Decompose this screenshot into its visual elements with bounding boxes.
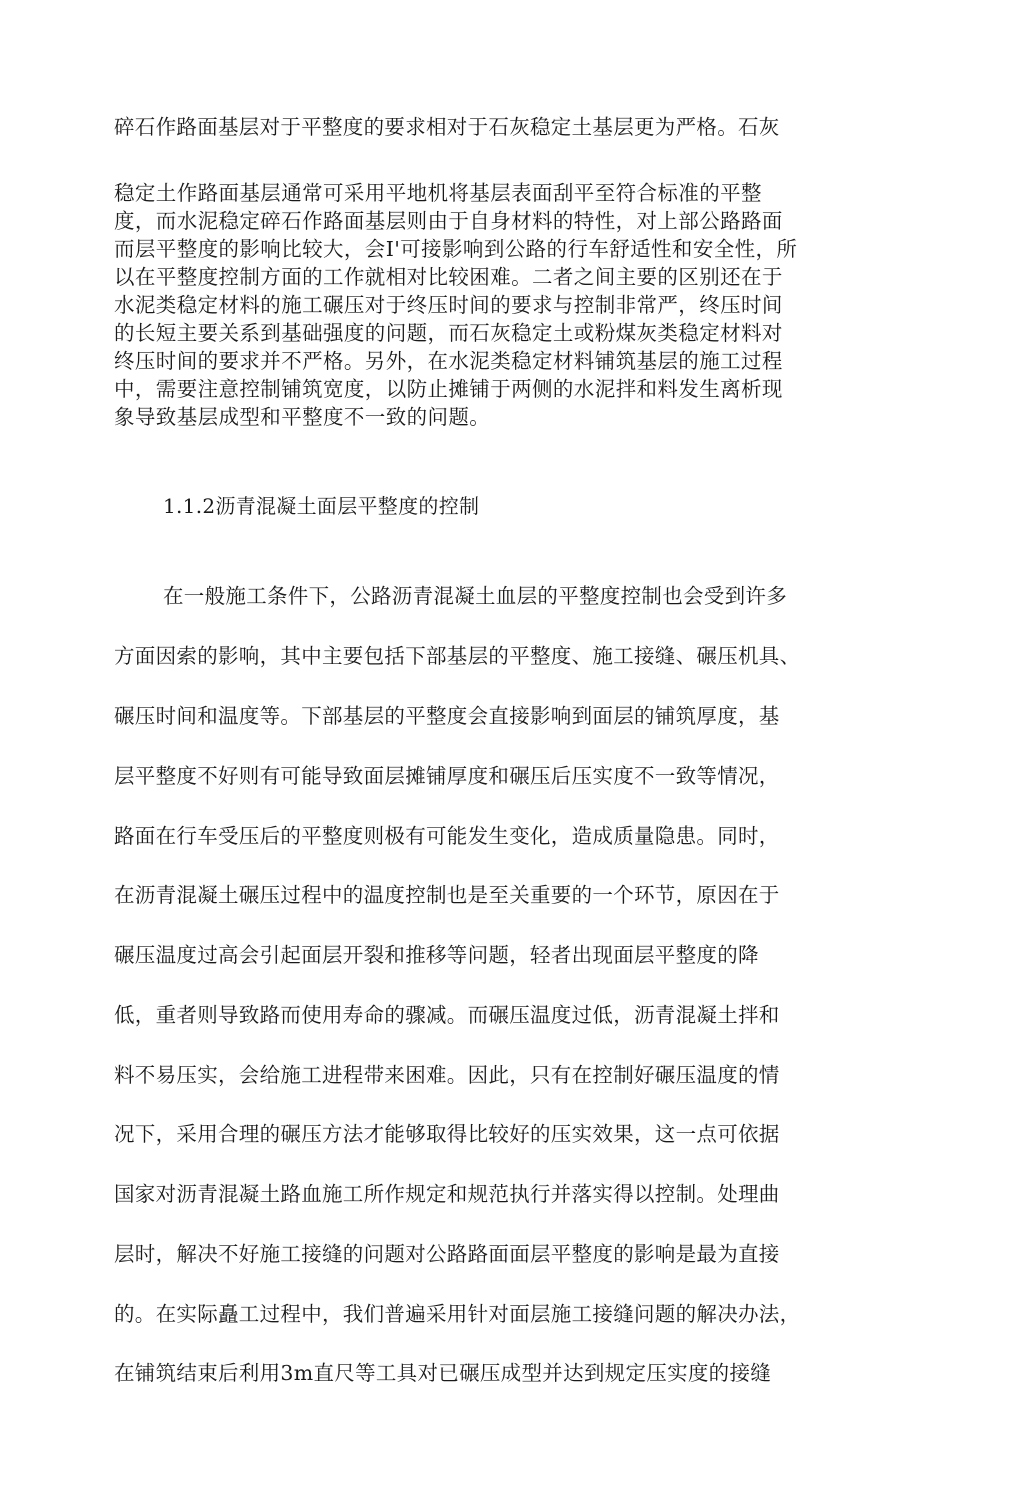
paragraph-2-line-13: 的。在实际矗工过程中，我们普遍采用针对面层施工接缝问题的解决办法， — [114, 1302, 801, 1326]
paragraph-2-line-12: 层时，解决不好施工接缝的问题对公路路面面层平整度的影响是最为直接 — [114, 1242, 780, 1266]
paragraph-2-line-1: 在一般施工条件下，公路沥青混凝土血层的平整度控制也会受到许多 — [163, 584, 787, 608]
section-heading: 1.1.2沥青混凝土面层平整度的控制 — [163, 494, 480, 518]
paragraph-1-line-10: 象导致基层成型和平整度不一致的问题。 — [114, 405, 491, 429]
paragraph-2-line-14: 在铺筑结束后利用3m直尺等工具对已碾压成型并达到规定压实度的接缝 — [114, 1361, 772, 1385]
paragraph-1-line-4: 而层平整度的影响比较大，会I'可接影响到公路的行车舒适性和安全性，所 — [114, 237, 798, 261]
paragraph-1-line-2: 稳定土作路面基层通常可采用平地机将基层表面刮平至符合标准的平整 — [114, 181, 762, 205]
paragraph-2-line-4: 层平整度不好则有可能导致面层摊铺厚度和碾压后压实度不一致等情况， — [114, 764, 780, 788]
paragraph-1-line-5: 以在平整度控制方面的工作就相对比较困难。二者之间主要的区别还在于 — [114, 265, 783, 289]
paragraph-2-line-9: 料不易压实，会给施工进程带来困难。因此，只有在控制好碾压温度的情 — [114, 1063, 780, 1087]
paragraph-2-line-10: 况下，采用合理的碾压方法才能够取得比较好的压实效果，这一点可依据 — [114, 1122, 780, 1146]
paragraph-2-line-2: 方面因索的影响，其中主要包括下部基层的平整度、施工接缝、碾压机具、 — [114, 644, 801, 668]
paragraph-1-line-9: 中，需要注意控制铺筑宽度，以防止摊铺于两侧的水泥拌和料发生离析现 — [114, 377, 783, 401]
paragraph-1-line-3: 度，而水泥稳定碎石作路面基层则由于自身材料的特性，对上部公路路面 — [114, 209, 783, 233]
paragraph-1-line-8: 终压时间的要求并不严格。另外，在水泥类稳定材料铺筑基层的施工过程 — [114, 349, 783, 373]
paragraph-2-line-5: 路面在行车受压后的平整度则极有可能发生变化，造成质量隐患。同时， — [114, 824, 780, 848]
paragraph-1-line-6: 水泥类稳定材料的施工碾压对于终压时间的要求与控制非常严，终压时间 — [114, 293, 783, 317]
paragraph-2-line-7: 碾压温度过高会引起面层开裂和推移等问题，轻者出现面层平整度的降 — [114, 943, 759, 967]
paragraph-2-line-11: 国家对沥青混凝土路血施工所作规定和规范执行并落实得以控制。处理曲 — [114, 1182, 780, 1206]
paragraph-1-line-7: 的长短主要关系到基础强度的问题，而石灰稳定土或粉煤灰类稳定材料对 — [114, 321, 783, 345]
paragraph-2-line-8: 低，重者则导致路而使用寿命的骤减。而碾压温度过低，沥青混凝土拌和 — [114, 1003, 780, 1027]
paragraph-2-line-6: 在沥青混凝土碾压过程中的温度控制也是至关重要的一个环节，原因在于 — [114, 883, 780, 907]
paragraph-2-line-3: 碾压时间和温度等。下部基层的平整度会直接影响到面层的铺筑厚度，基 — [114, 704, 780, 728]
paragraph-1-line-1: 碎石作路面基层对于平整度的要求相对于石灰稳定土基层更为严格。石灰 — [114, 115, 780, 139]
